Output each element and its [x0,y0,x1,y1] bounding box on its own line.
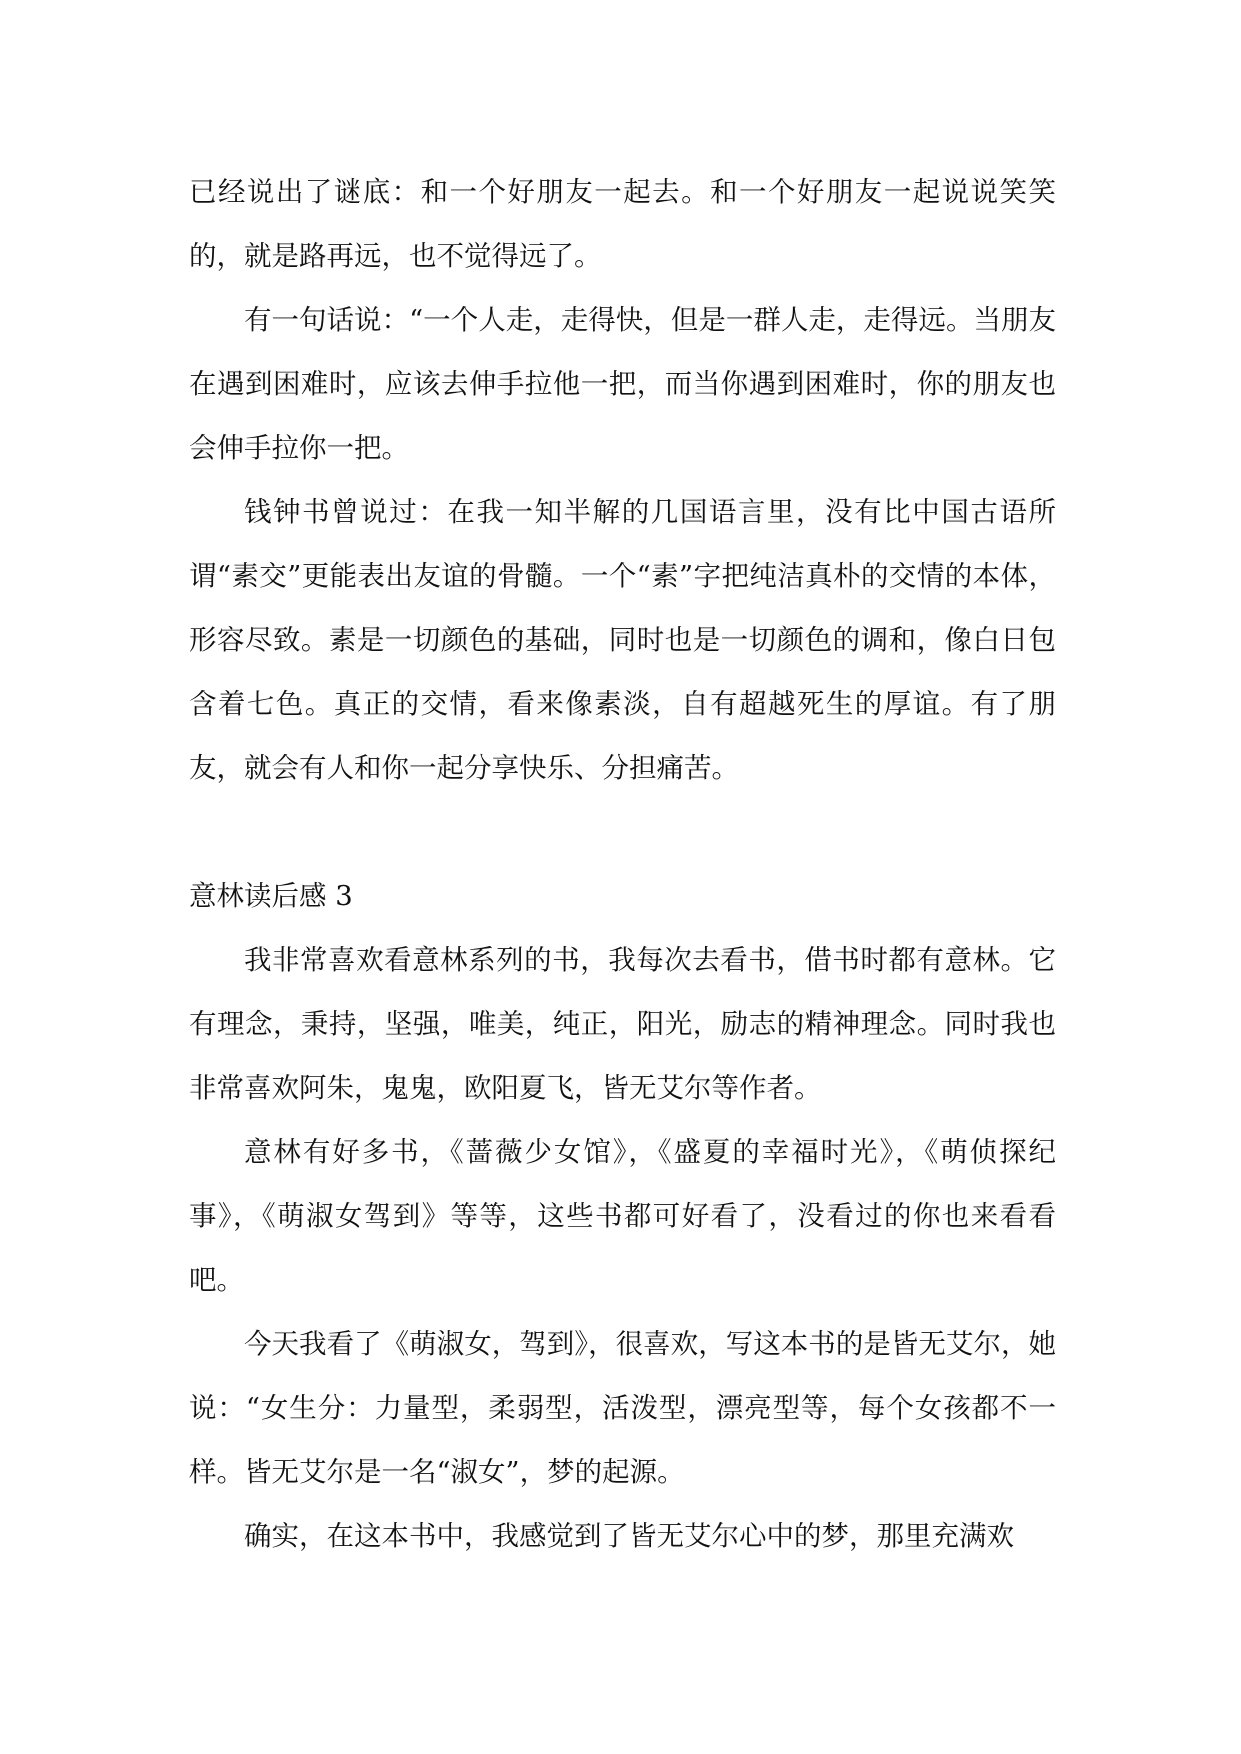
paragraph-today-read: 今天我看了《萌淑女，驾到》，很喜欢，写这本书的是皆无艾尔，她说：“女生分：力量型，柔弱型，活泼型，漂亮型等，每个女孩都不一样。皆无艾尔是一名“淑女”，梦的起源。 [189,1328,1056,1488]
document-body [189,160,1056,1568]
paragraph-yilin-books: 意林有好多书，《蔷薇少女馆》，《盛夏的幸福时光》，《萌侦探纪事》，《萌淑女驾到》等等，这些书都可好看了，没看过的你也来看看吧。 [189,1136,1056,1296]
paragraph-riddle-answer: 已经说出了谜底：和一个好朋友一起去。和一个好朋友一起说说笑笑的，就是路再远，也不觉得远了。 [189,176,1056,272]
paragraph-yilin-intro: 我非常喜欢看意林系列的书，我每次去看书，借书时都有意林。它有理念，秉持，坚强，唯美，纯正，阳光，励志的精神理念。同时我也非常喜欢阿朱，鬼鬼，欧阳夏飞，皆无艾尔等作者。 [189,944,1056,1104]
paragraph-qian-zhongshu: 钱钟书曾说过：在我一知半解的几国语言里，没有比中国古语所谓“素交”更能表出友谊的骨髓。一个“素”字把纯洁真朴的交情的本体，形容尽致。素是一切颜色的基础，同时也是一切颜色的调和，像白日包含着七色。真正的交情，看来像素淡，自有超越死生的厚谊。有了朋友，就会有人和你一起分享快乐、分担痛苦。 [189,496,1056,784]
paragraph-dream: 确实，在这本书中，我感觉到了皆无艾尔心中的梦，那里充满欢 [244,1520,1014,1552]
section-title: 意林读后感 3 [189,880,353,912]
section-gap [189,800,1056,864]
paragraph-saying: 有一句话说：“一个人走，走得快，但是一群人走，走得远。当朋友在遇到困难时，应该去伸手拉他一把，而当你遇到困难时，你的朋友也会伸手拉你一把。 [189,304,1056,464]
